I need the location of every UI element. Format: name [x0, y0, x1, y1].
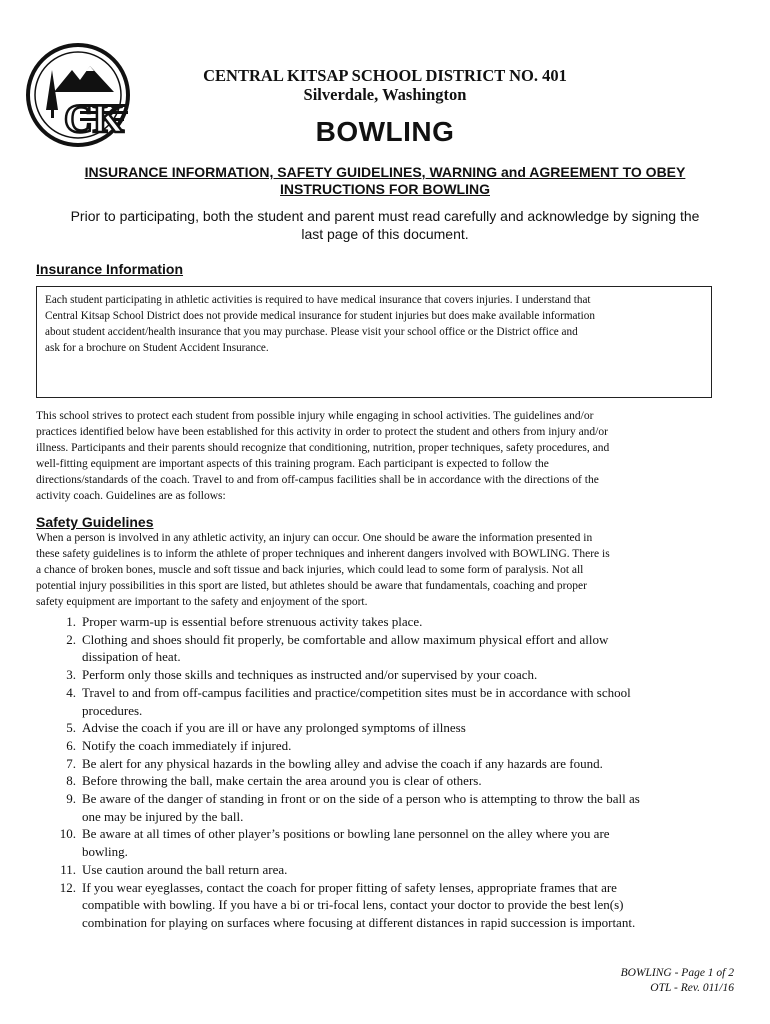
guideline-item	[36, 861, 736, 879]
intro-line: last page of this document.	[301, 226, 469, 242]
insurance-box	[36, 286, 712, 398]
guideline-text-line: bowling.	[82, 844, 128, 860]
district-header	[160, 66, 610, 104]
guideline-item	[36, 755, 736, 773]
guideline-number: 9.	[66, 791, 76, 807]
paragraph-line: a chance of broken bones, muscle and soft tissue and back injuries, which could lead to some form of paralysis. Not all	[36, 564, 584, 576]
paragraph-line: This school strives to protect each student from possible injury while engaging in school activities. The guidelines and/or	[36, 410, 594, 422]
logo-letters: CK	[64, 96, 124, 141]
district-logo-icon	[24, 40, 134, 150]
page-title: BOWLING	[315, 116, 455, 147]
paragraph-line: directions/standards of the coach. Travel to and from off-campus facilities shall be in accordance with the directions of the	[36, 474, 599, 486]
page-footer	[621, 966, 734, 996]
guideline-text-line: Before throwing the ball, make certain the area around you is clear of others.	[82, 773, 482, 789]
guideline-number: 12.	[59, 879, 76, 895]
guideline-item	[36, 631, 736, 666]
insurance-heading: Insurance Information	[36, 261, 184, 277]
guideline-text-line: Proper warm-up is essential before strenuous activity takes place.	[82, 614, 423, 629]
paragraph-line: When a person is involved in any athletic activity, an injury can occur. One should be aware the information presented in	[36, 532, 593, 544]
guideline-text-line: Be alert for any physical hazards in the bowling alley and advise the coach if any hazards are found.	[82, 755, 603, 771]
guideline-text-line: If you wear eyeglasses, contact the coach for proper fitting of safety lenses, appropriate frames that are	[82, 879, 617, 895]
guideline-number: 2.	[66, 631, 76, 647]
guideline-number: 7.	[66, 755, 76, 771]
guideline-number: 6.	[66, 737, 76, 753]
guideline-text-line: Clothing and shoes should fit properly, be comfortable and allow maximum physical effort and allow	[82, 631, 609, 647]
protection-paragraph	[36, 408, 730, 504]
guideline-number: 11.	[60, 861, 76, 877]
guideline-text-line: dissipation of heat.	[82, 649, 181, 665]
guideline-item	[36, 790, 736, 825]
insurance-line: Each student participating in athletic activities is required to have medical insurance that covers injuries. I understand that	[45, 294, 591, 306]
insurance-line: about student accident/health insurance that you may purchase. Please visit your school office or the District office and	[45, 326, 578, 338]
guideline-text-line: Travel to and from off-campus facilities and practice/competition sites must be in accordance with school	[82, 684, 631, 700]
footer-revision: OTL - Rev. 011/16	[650, 982, 734, 994]
guideline-number: 5.	[66, 720, 76, 736]
document-subtitle	[40, 164, 730, 198]
guideline-number: 8.	[66, 773, 76, 789]
guideline-item	[36, 684, 736, 719]
guideline-text-line: combination for playing on surfaces where focusing at different distances in rapid succession is important.	[82, 914, 636, 930]
safety-guidelines-list	[36, 613, 736, 932]
guideline-text-line: Be aware at all times of other player’s positions or bowling lane personnel on the alley where you are	[82, 826, 610, 842]
paragraph-line: potential injury possibilities in this sport are listed, but athletes should be aware that fundamentals, coaching and proper	[36, 580, 587, 592]
guideline-item	[36, 737, 736, 755]
guideline-text-line: one may be injured by the ball.	[82, 808, 244, 824]
district-name: CENTRAL KITSAP SCHOOL DISTRICT NO. 401	[203, 66, 567, 85]
paragraph-line: safety equipment are important to the safety and enjoyment of the sport.	[36, 596, 368, 608]
guideline-text-line: procedures.	[82, 702, 143, 718]
guideline-item	[36, 825, 736, 860]
guideline-text-line: compatible with bowling. If you have a bi or tri-focal lens, contact your doctor to provide the best len(s)	[82, 897, 624, 913]
intro-line: Prior to participating, both the student and parent must read carefully and acknowledge by signing the	[70, 208, 700, 224]
guideline-number: 3.	[66, 667, 76, 683]
subtitle-line: INSTRUCTIONS FOR BOWLING	[280, 181, 490, 197]
guideline-item	[36, 772, 736, 790]
paragraph-line: activity coach. Guidelines are as follows:	[36, 490, 226, 502]
guideline-item	[36, 666, 736, 684]
guideline-text-line: Use caution around the ball return area.	[82, 861, 288, 877]
guideline-text-line: Advise the coach if you are ill or have any prolonged symptoms of illness	[82, 720, 466, 736]
subtitle-line: INSURANCE INFORMATION, SAFETY GUIDELINES, WARNING and AGREEMENT TO OBEY	[84, 164, 686, 180]
insurance-line: ask for a brochure on Student Accident Insurance.	[45, 342, 269, 354]
paragraph-line: these safety guidelines is to inform the athlete of proper techniques and inherent dangers involved with BOWLING. There is	[36, 548, 610, 560]
district-location: Silverdale, Washington	[303, 85, 467, 104]
intro-instructions	[40, 207, 730, 243]
guideline-item	[36, 719, 736, 737]
guideline-number: 10.	[59, 826, 76, 842]
guideline-item	[36, 613, 736, 631]
guideline-text-line: Perform only those skills and techniques as instructed and/or supervised by your coach.	[82, 667, 538, 683]
guideline-number: 1.	[66, 614, 76, 629]
safety-heading: Safety Guidelines	[36, 514, 154, 530]
paragraph-line: illness. Participants and their parents should recognize that conditioning, nutrition, proper techniques, safety procedures, and	[36, 442, 610, 454]
paragraph-line: well-fitting equipment are important aspects of this training program. Each participant is expected to follow the	[36, 458, 549, 470]
paragraph-line: practices identified below have been established for this activity in order to protect the student and others from injury and/or	[36, 426, 608, 438]
insurance-line: Central Kitsap School District does not provide medical insurance for student injuries but does make available information	[45, 310, 595, 322]
guideline-number: 4.	[66, 684, 76, 700]
guideline-text-line: Be aware of the danger of standing in front or on the side of a person who is attempting to throw the ball as	[82, 791, 640, 807]
guideline-item	[36, 879, 736, 932]
footer-page-number: BOWLING - Page 1 of 2	[620, 967, 734, 979]
safety-intro-paragraph	[36, 530, 730, 610]
guideline-text-line: Notify the coach immediately if injured.	[82, 737, 292, 753]
